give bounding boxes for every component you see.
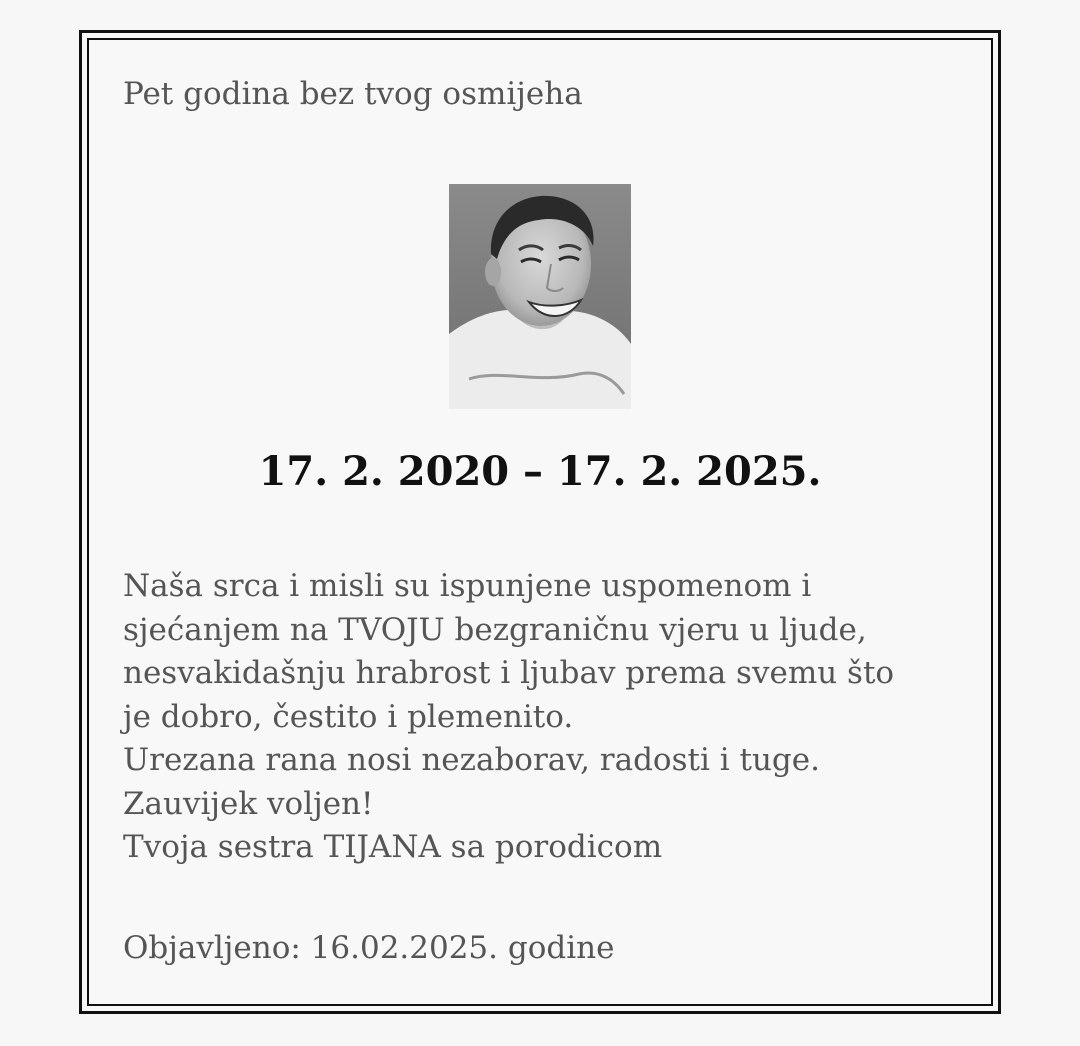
subtitle: Pet godina bez tvog osmijeha — [123, 76, 583, 112]
message-line: Zauvijek voljen! — [123, 785, 374, 822]
message-line: sjećanjem na TVOJU bezgraničnu vjeru u ljude, — [123, 611, 867, 648]
message-line: Naša srca i misli su ispunjene uspomenom i — [123, 568, 812, 604]
portrait-photo — [449, 184, 631, 409]
portrait-image — [449, 184, 631, 409]
published-date: Objavljeno: 16.02.2025. godine — [123, 930, 615, 966]
message-line: nesvakidašnju hrabrost i ljubav prema svemu što — [123, 655, 895, 691]
message-text — [123, 565, 983, 870]
message-line: Urezana rana nosi nezaborav, radosti i tuge. — [123, 742, 820, 778]
date-range: 17. 2. 2020 – 17. 2. 2025. — [258, 448, 822, 495]
message-line: je dobro, čestito i plemenito. — [123, 698, 574, 735]
message-line: Tvoja sestra TIJANA sa porodicom — [123, 829, 663, 865]
